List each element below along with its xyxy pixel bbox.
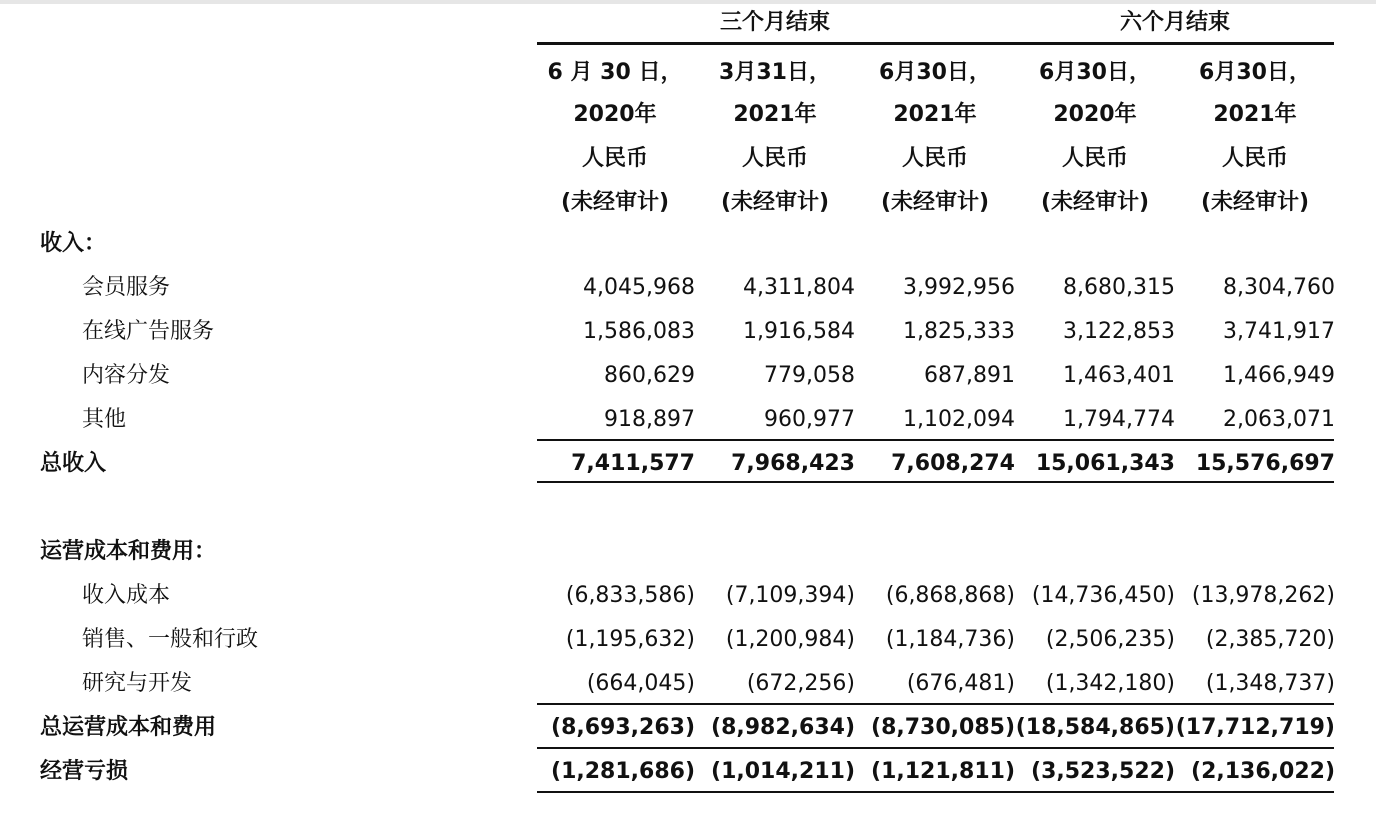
cell-value: 1,825,333	[903, 319, 1015, 344]
column-year: 2020年	[1053, 102, 1137, 127]
cell-value: (3,523,522)	[1031, 759, 1175, 784]
row-label: 运营成本和费用：	[40, 539, 217, 564]
cell-value: (8,730,085)	[871, 715, 1015, 740]
column-year: 2021年	[1213, 102, 1297, 127]
cell-value: (14,736,450)	[1031, 583, 1175, 608]
cell-value: (8,982,634)	[711, 715, 855, 740]
cell-value: 918,897	[604, 407, 695, 432]
cell-value: (1,342,180)	[1045, 671, 1175, 696]
cell-value: (13,978,262)	[1191, 583, 1335, 608]
cell-value: 960,977	[764, 407, 855, 432]
cell-value: (1,200,984)	[725, 627, 855, 652]
row-label: 经营亏损	[40, 759, 129, 784]
group-header-three-months: 三个月结束	[719, 10, 830, 35]
cell-value: (6,868,868)	[885, 583, 1015, 608]
cell-value: (1,195,632)	[565, 627, 695, 652]
cell-value: (664,045)	[586, 671, 695, 696]
cell-value: 8,680,315	[1063, 275, 1175, 300]
column-audit: (未经审计)	[880, 190, 990, 215]
column-currency: 人民币	[741, 146, 808, 171]
cell-value: (1,281,686)	[551, 759, 695, 784]
cell-value: (2,385,720)	[1205, 627, 1335, 652]
cell-value: 1,466,949	[1223, 363, 1335, 388]
cell-value: (8,693,263)	[551, 715, 695, 740]
cell-value: 779,058	[764, 363, 855, 388]
column-year: 2021年	[733, 102, 817, 127]
cell-value: 3,741,917	[1223, 319, 1335, 344]
cell-value: (672,256)	[746, 671, 855, 696]
row-label: 会员服务	[82, 275, 171, 300]
cell-value: 3,122,853	[1063, 319, 1175, 344]
row-label: 内容分发	[82, 363, 171, 388]
column-currency: 人民币	[901, 146, 968, 171]
cell-value: 7,608,274	[891, 451, 1015, 476]
column-date: 6月30日，	[1039, 60, 1151, 85]
cell-value: (7,109,394)	[725, 583, 855, 608]
column-year: 2021年	[893, 102, 977, 127]
row-label: 在线广告服务	[82, 319, 215, 344]
column-date: 6 月 30 日，	[547, 60, 683, 85]
subtotal-rule	[537, 439, 1334, 441]
cell-value: 8,304,760	[1223, 275, 1335, 300]
cell-value: 7,411,577	[571, 451, 695, 476]
column-year: 2020年	[573, 102, 657, 127]
row-label: 总收入	[40, 451, 107, 476]
cell-value: (2,506,235)	[1045, 627, 1175, 652]
column-date: 3月31日，	[719, 60, 831, 85]
cell-value: 15,576,697	[1195, 451, 1335, 476]
cell-value: 860,629	[604, 363, 695, 388]
column-currency: 人民币	[1061, 146, 1128, 171]
cell-value: 4,045,968	[583, 275, 695, 300]
row-label: 销售、一般和行政	[82, 627, 259, 652]
column-date: 6月30日，	[1199, 60, 1311, 85]
column-audit: (未经审计)	[1200, 190, 1310, 215]
cell-value: 7,968,423	[731, 451, 855, 476]
cell-value: (6,833,586)	[565, 583, 695, 608]
column-audit: (未经审计)	[1040, 190, 1150, 215]
cell-value: 15,061,343	[1035, 451, 1175, 476]
top-divider	[0, 0, 1376, 4]
row-label: 研究与开发	[82, 671, 193, 696]
cell-value: 1,586,083	[583, 319, 695, 344]
cell-value: (1,184,736)	[885, 627, 1015, 652]
group-header-six-months: 六个月结束	[1119, 10, 1230, 35]
cell-value: 1,463,401	[1063, 363, 1175, 388]
row-label: 其他	[82, 407, 127, 432]
column-audit: (未经审计)	[560, 190, 670, 215]
cell-value: 4,311,804	[743, 275, 855, 300]
total-rule	[537, 481, 1334, 483]
subtotal-rule	[537, 703, 1334, 705]
cell-value: 1,102,094	[903, 407, 1015, 432]
cell-value: (1,348,737)	[1205, 671, 1335, 696]
row-label: 收入：	[40, 231, 107, 256]
final-rule	[537, 791, 1334, 793]
cell-value: (18,584,865)	[1015, 715, 1175, 740]
column-date: 6月30日，	[879, 60, 991, 85]
cell-value: (17,712,719)	[1175, 715, 1335, 740]
cell-value: 687,891	[924, 363, 1015, 388]
cell-value: 1,794,774	[1063, 407, 1175, 432]
column-currency: 人民币	[1221, 146, 1288, 171]
cell-value: 2,063,071	[1223, 407, 1335, 432]
column-audit: (未经审计)	[720, 190, 830, 215]
row-label: 收入成本	[82, 583, 171, 608]
row-label: 总运营成本和费用	[40, 715, 217, 740]
cell-value: (2,136,022)	[1191, 759, 1335, 784]
subtotal-rule	[537, 747, 1334, 749]
cell-value: (676,481)	[906, 671, 1015, 696]
cell-value: (1,121,811)	[871, 759, 1015, 784]
cell-value: 1,916,584	[743, 319, 855, 344]
header-rule	[537, 42, 1334, 45]
cell-value: (1,014,211)	[711, 759, 855, 784]
column-currency: 人民币	[581, 146, 648, 171]
cell-value: 3,992,956	[903, 275, 1015, 300]
